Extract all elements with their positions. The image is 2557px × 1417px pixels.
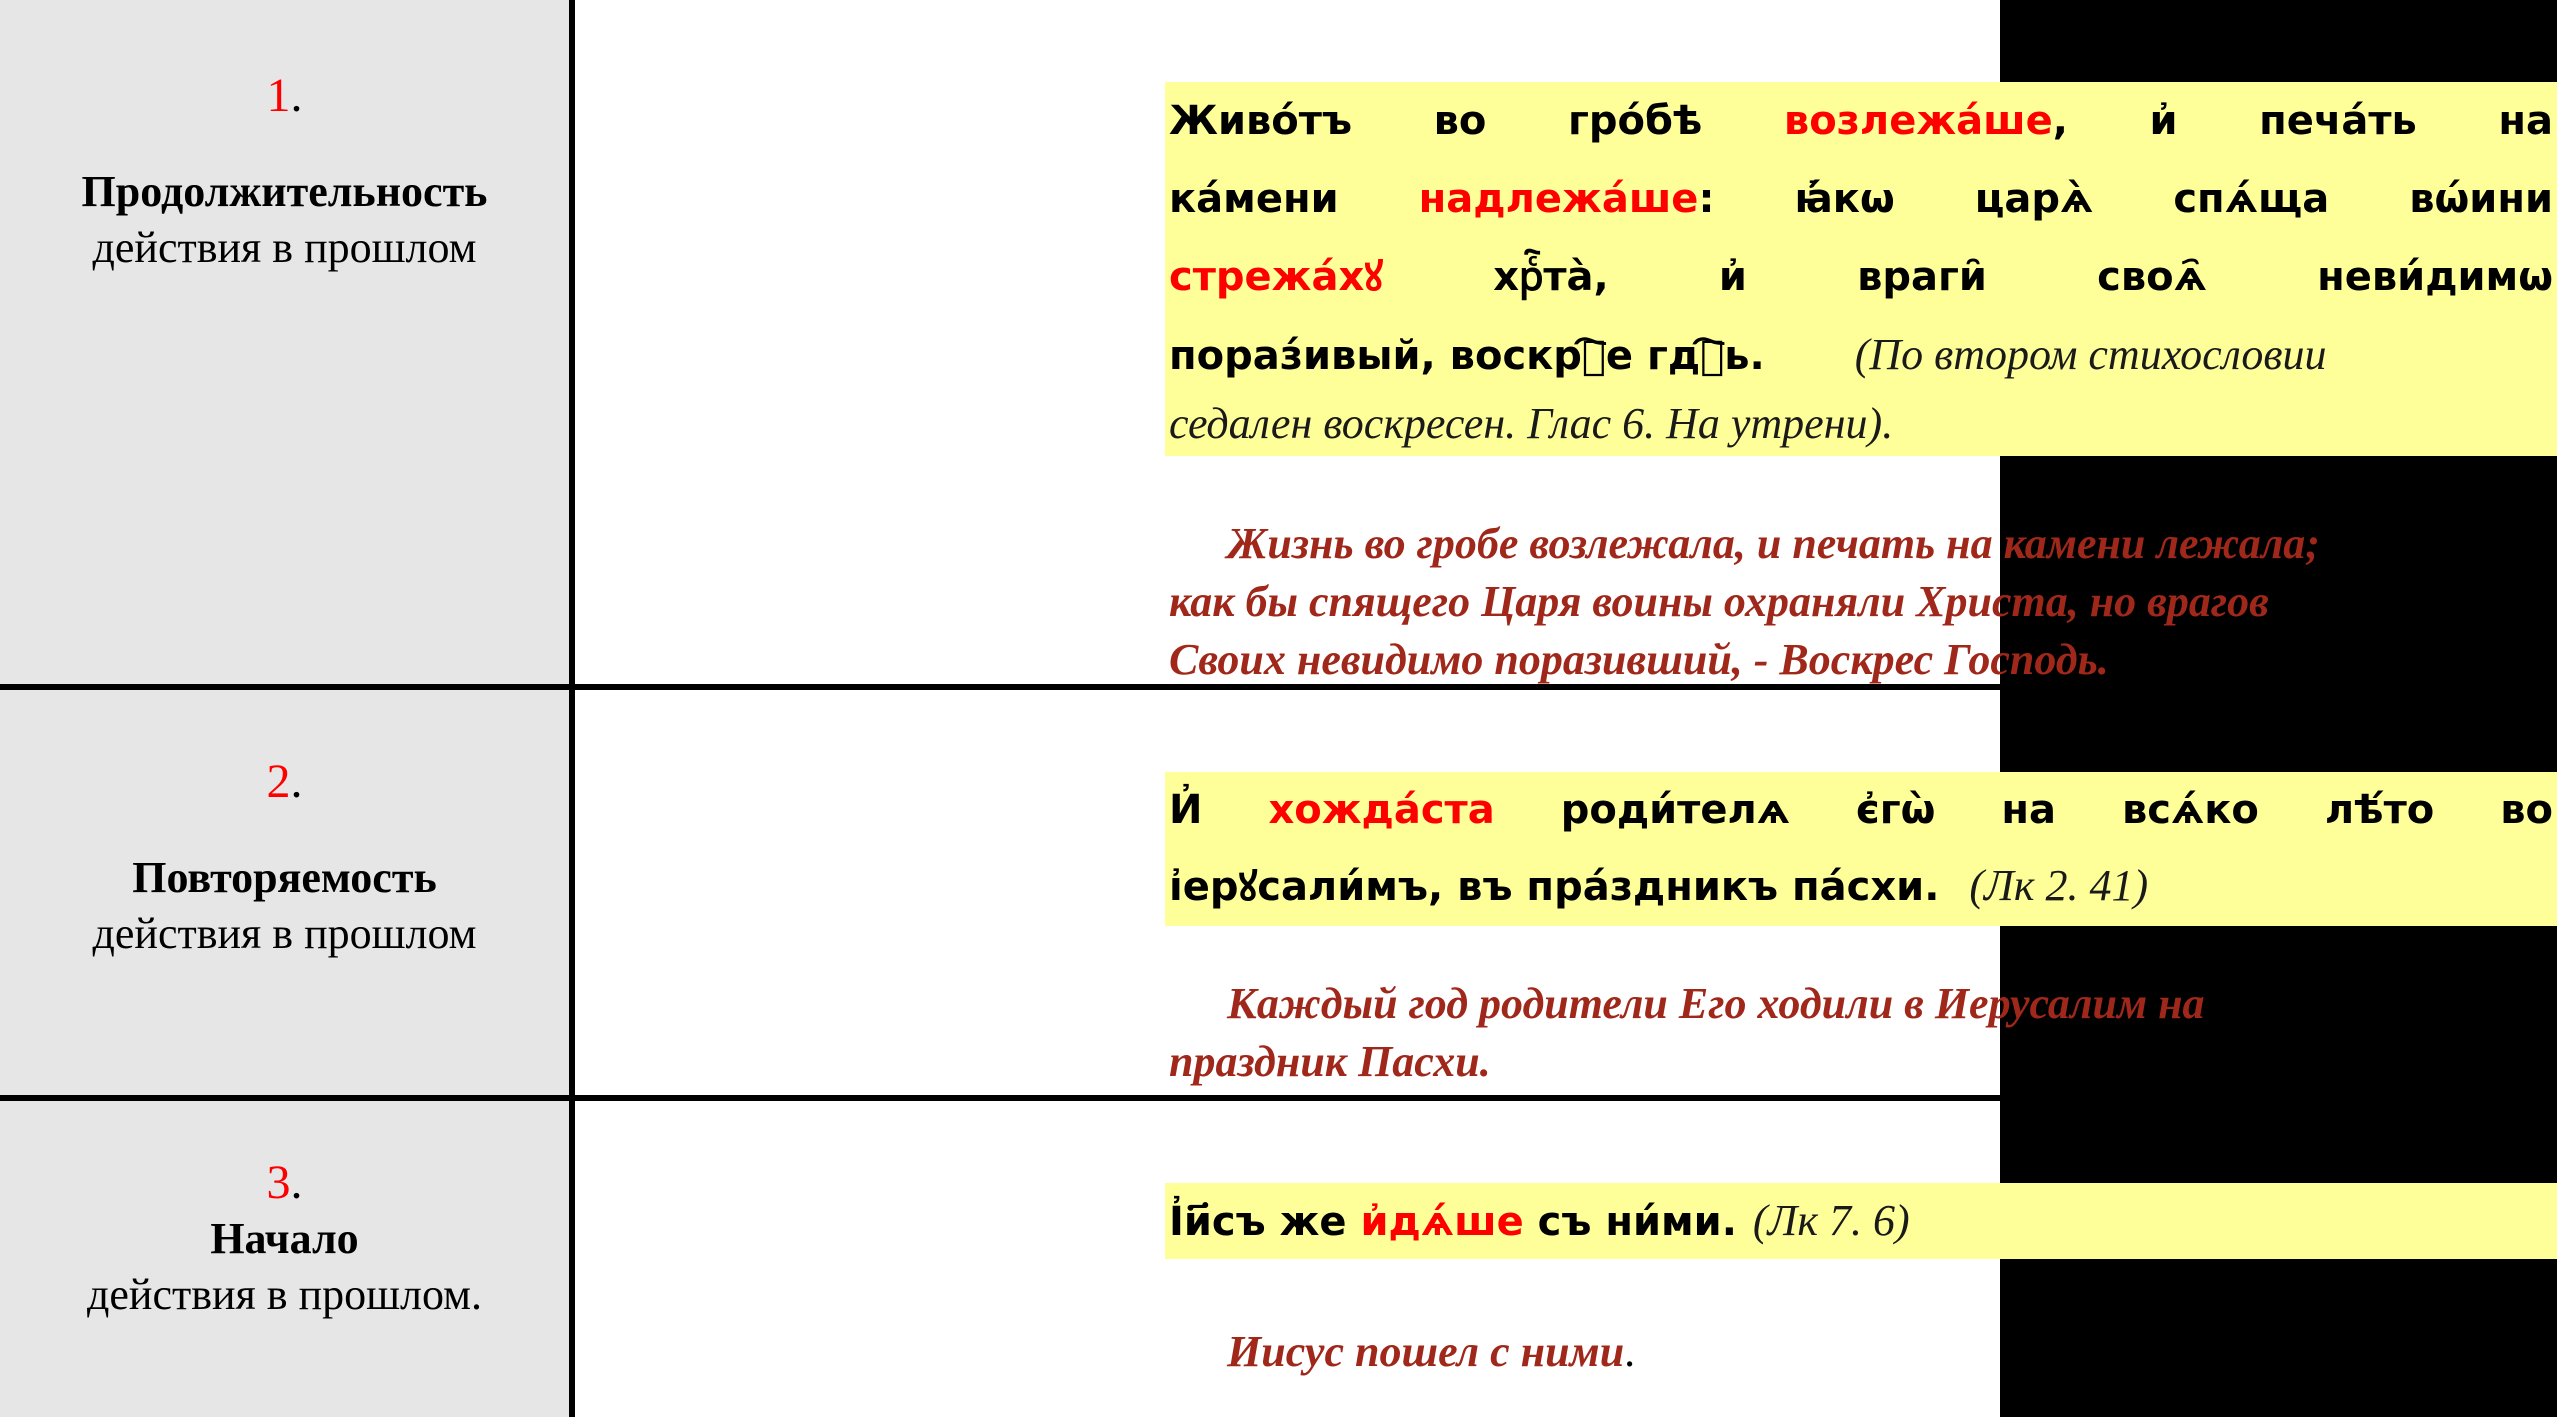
row-2-subheading: действия в прошлом bbox=[92, 909, 477, 958]
row-3-slavonic-block bbox=[1165, 1183, 2557, 1259]
row-1-content-cell bbox=[575, 0, 2553, 684]
slavonic-fragment: И҆ bbox=[1169, 787, 1269, 833]
row-2-slavonic-block bbox=[1165, 772, 2557, 926]
row-1-translation-line: Жизнь во гробе возлежала, и печать на камени лежала; bbox=[1227, 519, 2320, 568]
slavonic-highlight: возлежа́ше bbox=[1783, 98, 2053, 144]
slavonic-fragment: , и҆ печа́ть на bbox=[2052, 98, 2553, 144]
slavonic-line bbox=[1169, 82, 2553, 160]
slavonic-line bbox=[1169, 238, 2553, 316]
row-3-content-cell bbox=[575, 1101, 2000, 1417]
row-1-number: 1. bbox=[266, 69, 303, 122]
row-1-label-cell bbox=[0, 0, 569, 684]
row-1-translation-line: как бы спящего Царя воины охраняли Христа, но врагов bbox=[1169, 577, 2269, 626]
slavonic-highlight: хожда́ста bbox=[1268, 787, 1495, 833]
row-1-translation bbox=[1169, 515, 2320, 689]
slavonic-line bbox=[1169, 848, 2553, 924]
source-reference: (Лк 7. 6) bbox=[1752, 1196, 1910, 1245]
row-3-translation-text: Иисус пошел с ними bbox=[1227, 1327, 1625, 1376]
slavonic-fragment: і҆ерꙋсали́мъ, въ пра́здникъ па́схи. bbox=[1169, 864, 1940, 910]
row-2-translation-line: Каждый год родители Его ходили в Иерусалим на bbox=[1227, 979, 2205, 1028]
row-2-heading: Повторяемость bbox=[132, 853, 437, 902]
slavonic-fragment: ка́мени bbox=[1169, 176, 1419, 222]
source-reference-continued: седален воскресен. Глас 6. На утрени). bbox=[1169, 399, 1894, 448]
slavonic-line bbox=[1169, 160, 2553, 238]
row-2-number-digit: 2 bbox=[266, 755, 291, 808]
row-3-translation-period: . bbox=[1624, 1327, 1636, 1376]
slavonic-fragment: роди́телѧ є҆гѡ̀ на всѧ́ко лѣ́то во bbox=[1494, 787, 2554, 833]
row-2-translation bbox=[1169, 975, 2205, 1091]
row-1-heading: Продолжительность bbox=[81, 167, 488, 216]
row-1-subheading: действия в прошлом bbox=[92, 223, 477, 272]
row-1-slavonic-block bbox=[1165, 82, 2557, 456]
slavonic-fragment: пораз́ивый, воскрⷭ҇е гдⷭ҇ь. bbox=[1169, 333, 1765, 379]
row-2-label-cell bbox=[0, 690, 569, 1095]
slavonic-highlight: надлежа́ше bbox=[1418, 176, 1699, 222]
row-1-number-digit: 1 bbox=[266, 69, 291, 122]
slavonic-fragment: хрⷭ҇та̀, и҆ враги̑ своѧ҄ неви́димѡ bbox=[1383, 254, 2553, 300]
slavonic-line bbox=[1169, 772, 2553, 848]
slavonic-fragment: Живо́тъ во гро́бѣ bbox=[1169, 98, 1784, 144]
slavonic-highlight: стрежа́хꙋ bbox=[1169, 254, 1384, 300]
row-3-translation bbox=[1169, 1323, 1976, 1381]
row-3-slavonic-text bbox=[1169, 1183, 2553, 1259]
row-3-number: 3. bbox=[266, 1156, 303, 1209]
row-3-subheading: действия в прошлом. bbox=[87, 1270, 482, 1319]
slavonic-fragment: І҆и҃съ же bbox=[1169, 1199, 1361, 1245]
row-2-number: 2. bbox=[266, 755, 303, 808]
source-reference: (По втором стихословии bbox=[1854, 330, 2327, 379]
slavonic-fragment: : ꙗ҆́кѡ царѧ̀ спѧ́ща вѡ́ини bbox=[1698, 176, 2553, 222]
slavonic-line bbox=[1169, 1183, 2553, 1259]
row-2-content-cell bbox=[575, 690, 2554, 1095]
row-3-translation-line bbox=[1169, 1323, 1976, 1381]
row-2-slavonic-text bbox=[1169, 772, 2553, 924]
row-3-label-cell bbox=[0, 1101, 569, 1417]
row-1-slavonic-text bbox=[1169, 82, 2553, 454]
slavonic-fragment: съ ни́ми. bbox=[1523, 1199, 1737, 1245]
row-3-number-digit: 3 bbox=[266, 1156, 291, 1209]
source-reference: (Лк 2. 41) bbox=[1969, 861, 2149, 910]
row-3-heading: Начало bbox=[210, 1214, 359, 1263]
row-1-translation-line: Своих невидимо поразивший, - Воскрес Господь. bbox=[1169, 635, 2109, 684]
slavonic-line bbox=[1169, 316, 2553, 394]
row-2-translation-line: праздник Пасхи. bbox=[1169, 1037, 1491, 1086]
slavonic-highlight: и҆дѧ́ше bbox=[1360, 1199, 1524, 1245]
